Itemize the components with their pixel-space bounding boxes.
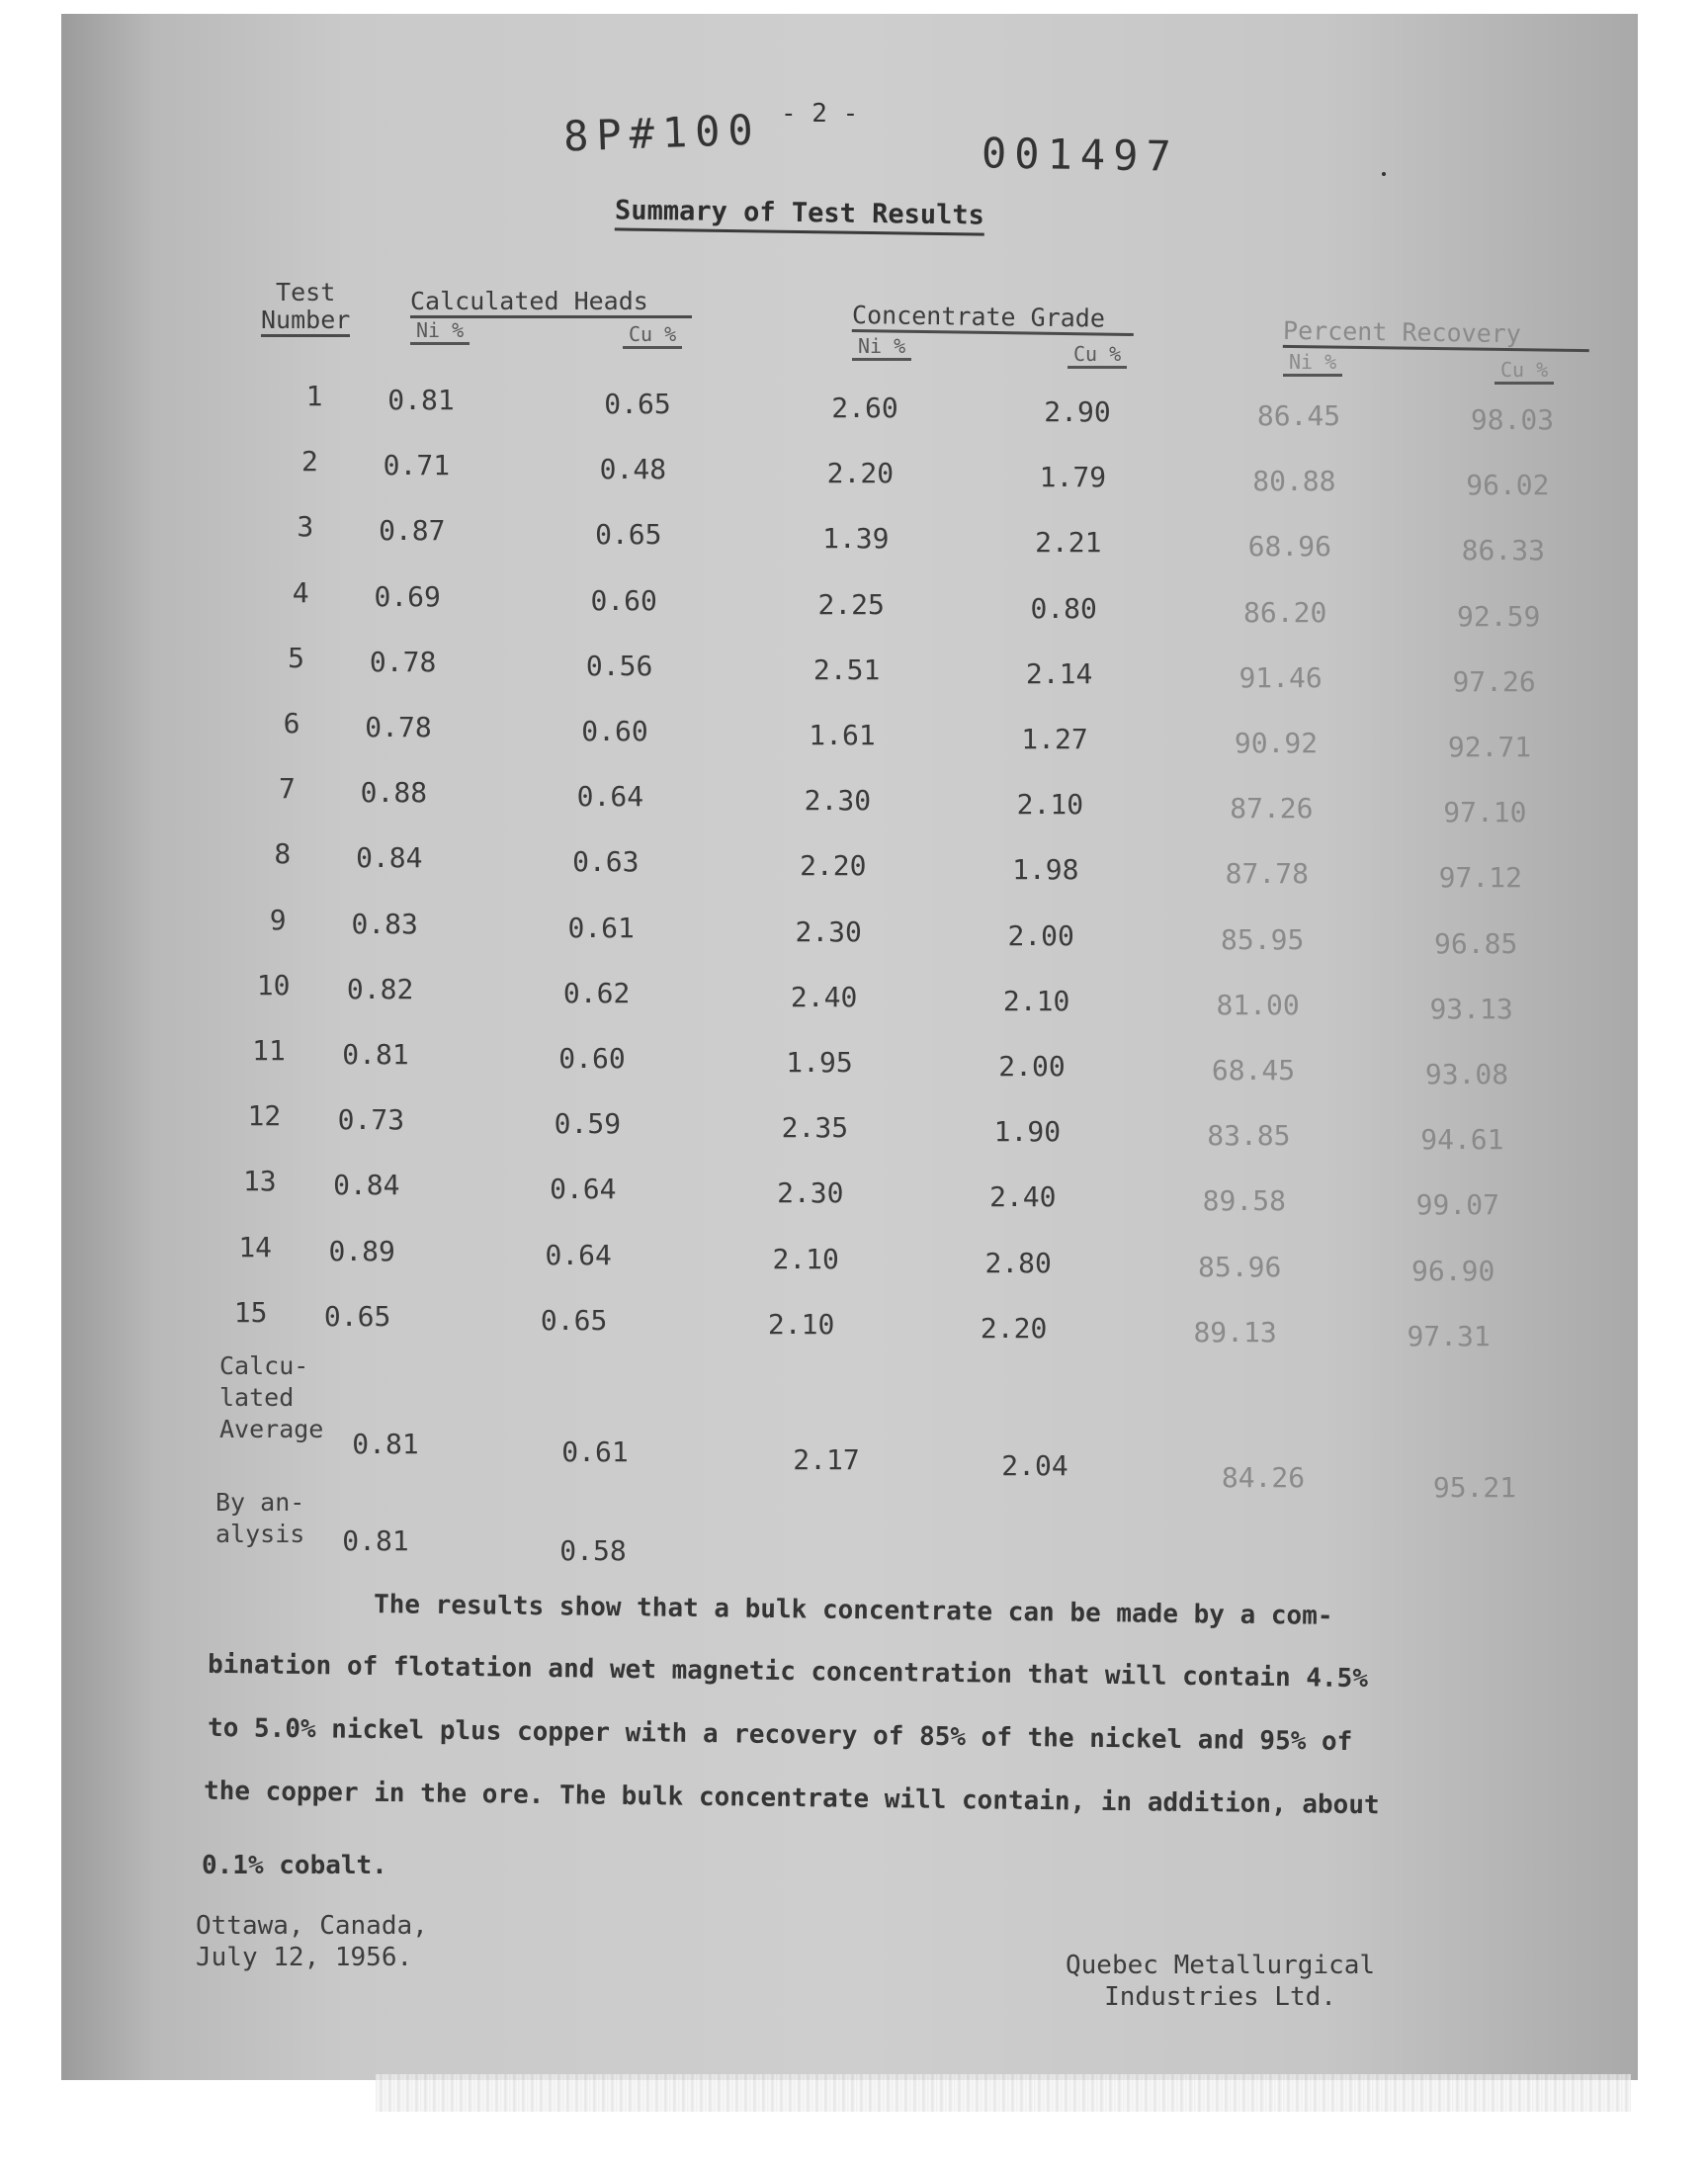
cell-heads-cu: 0.60: [558, 1042, 626, 1075]
avg-conc-cu: 2.04: [1001, 1449, 1068, 1482]
cell-heads-ni: 0.83: [351, 907, 418, 940]
cell-rec-cu: 96.02: [1466, 469, 1550, 502]
cell-rec-cu: 99.07: [1415, 1188, 1499, 1222]
cell-heads-cu: 0.60: [581, 715, 648, 747]
cell-heads-ni: 0.82: [346, 972, 414, 1005]
page-title: Summary of Test Results: [615, 195, 984, 235]
cell-test: 7: [278, 772, 296, 806]
paragraph-line-2: bination of flotation and wet magnetic concentration that will contain 4.5%: [207, 1649, 1369, 1695]
cell-test: 12: [247, 1099, 282, 1133]
cell-heads-cu: 0.48: [599, 453, 667, 486]
header-test-number: [261, 279, 350, 337]
analysis-heads-ni: 0.81: [342, 1524, 409, 1557]
cell-rec-cu: 93.13: [1429, 992, 1513, 1025]
avg-rec-ni: 84.26: [1221, 1461, 1306, 1494]
cell-rec-cu: 92.71: [1447, 731, 1532, 763]
cell-conc-cu: 2.00: [1007, 918, 1074, 952]
footer-place: Ottawa, Canada,: [196, 1911, 428, 1941]
header-percent-recovery: Percent Recovery: [1283, 316, 1589, 352]
cell-conc-ni: 2.25: [817, 587, 885, 621]
cell-heads-ni: 0.78: [365, 711, 432, 743]
subheader-heads-cu: Cu %: [623, 322, 682, 349]
stray-mark: [1382, 172, 1386, 176]
cell-rec-ni: 89.13: [1193, 1315, 1277, 1348]
cell-rec-cu: 98.03: [1470, 403, 1555, 436]
header-concentrate-grade: Concentrate Grade: [852, 301, 1134, 336]
handwritten-file-number: 8P#100: [562, 105, 762, 161]
cell-heads-ni: 0.84: [356, 841, 423, 875]
cell-heads-ni: 0.65: [323, 1299, 391, 1333]
cell-heads-cu: 0.61: [567, 911, 635, 944]
footer-company-line2: Industries Ltd.: [1104, 1982, 1336, 2012]
cell-conc-cu: 1.27: [1021, 723, 1088, 755]
cell-heads-ni: 0.73: [337, 1103, 405, 1137]
cell-heads-ni: 0.69: [374, 579, 441, 613]
footer-company-line1: Quebec Metallurgical: [1066, 1951, 1376, 1980]
cell-conc-ni: 2.35: [781, 1111, 849, 1145]
cell-test: 11: [252, 1034, 286, 1067]
cell-rec-ni: 86.45: [1256, 399, 1341, 432]
cell-conc-cu: 2.21: [1035, 526, 1102, 560]
cell-rec-cu: 92.59: [1457, 599, 1541, 633]
paragraph-line-3: to 5.0% nickel plus copper with a recovery of 85% of the nickel and 95% of: [207, 1712, 1353, 1758]
avg-conc-ni: 2.17: [793, 1443, 860, 1476]
cell-heads-ni: 0.78: [369, 645, 437, 678]
cell-heads-ni: 0.81: [387, 384, 455, 416]
calc-label-line2: lated: [219, 1383, 295, 1412]
cell-heads-cu: 0.65: [540, 1303, 608, 1337]
cell-test: 3: [297, 510, 314, 544]
footer-date: July 12, 1956.: [196, 1943, 413, 1972]
cell-rec-cu: 97.31: [1407, 1319, 1491, 1352]
cell-rec-ni: 86.20: [1243, 595, 1327, 629]
cell-rec-ni: 89.58: [1202, 1184, 1286, 1218]
cell-test: 5: [288, 641, 305, 674]
cell-heads-cu: 0.64: [576, 780, 644, 814]
cell-rec-cu: 97.10: [1443, 796, 1527, 829]
by-analysis-label: [215, 1487, 304, 1550]
cell-rec-cu: 93.08: [1424, 1058, 1509, 1090]
cell-conc-ni: 1.39: [822, 522, 890, 556]
cell-conc-ni: 2.30: [804, 784, 872, 818]
cell-rec-ni: 68.96: [1247, 530, 1331, 564]
scan-artifact: [376, 2074, 1631, 2112]
cell-conc-cu: 1.98: [1012, 853, 1079, 887]
cell-heads-ni: 0.87: [379, 514, 446, 548]
cell-heads-cu: 0.64: [550, 1173, 617, 1206]
paragraph-line-5: 0.1% cobalt.: [202, 1851, 387, 1880]
avg-heads-cu: 0.61: [561, 1436, 629, 1468]
cell-conc-cu: 2.90: [1044, 395, 1111, 428]
cell-conc-ni: 2.10: [767, 1307, 835, 1341]
cell-heads-cu: 0.60: [590, 583, 657, 617]
analysis-label-line2: alysis: [215, 1520, 305, 1548]
cell-rec-ni: 68.45: [1211, 1054, 1296, 1087]
cell-conc-ni: 1.61: [809, 719, 876, 751]
cell-test: 2: [300, 445, 318, 478]
cell-rec-ni: 85.96: [1198, 1250, 1282, 1283]
calculated-average-label: [219, 1350, 323, 1445]
cell-rec-ni: 91.46: [1238, 660, 1323, 694]
header-calculated-heads: Calculated Heads: [410, 287, 692, 318]
cell-rec-cu: 96.90: [1411, 1254, 1495, 1287]
cell-rec-ni: 81.00: [1216, 988, 1300, 1021]
subheader-rec-cu: Cu %: [1494, 358, 1554, 385]
cell-heads-ni: 0.71: [383, 449, 451, 482]
avg-heads-ni: 0.81: [352, 1428, 419, 1460]
cell-conc-cu: 2.00: [998, 1050, 1066, 1083]
cell-conc-cu: 2.10: [1016, 788, 1084, 822]
cell-conc-cu: 2.10: [1002, 984, 1070, 1017]
cell-test: 13: [242, 1165, 277, 1198]
cell-conc-ni: 2.60: [831, 392, 898, 424]
subheader-conc-cu: Cu %: [1068, 342, 1127, 369]
company-signature: [1066, 1950, 1375, 2013]
header-test-line2: Number: [261, 305, 351, 334]
page-number: - 2 -: [781, 99, 859, 129]
header-test-line1: Test: [276, 278, 336, 306]
subheader-conc-ni: Ni %: [852, 334, 911, 361]
cell-rec-ni: 90.92: [1234, 727, 1319, 759]
cell-heads-ni: 0.81: [342, 1038, 409, 1071]
analysis-heads-cu: 0.58: [559, 1534, 627, 1567]
cell-test: 6: [283, 707, 300, 740]
cell-conc-cu: 2.80: [984, 1246, 1052, 1279]
cell-heads-ni: 0.88: [360, 776, 428, 810]
cell-rec-ni: 80.88: [1252, 465, 1336, 498]
cell-conc-cu: 2.20: [980, 1311, 1048, 1345]
cell-heads-cu: 0.63: [572, 845, 640, 879]
cell-conc-cu: 1.90: [993, 1115, 1062, 1149]
cell-conc-ni: 2.51: [812, 652, 881, 686]
cell-heads-ni: 0.84: [333, 1169, 400, 1202]
cell-rec-cu: 97.12: [1438, 861, 1522, 895]
cell-conc-ni: 1.95: [786, 1046, 853, 1079]
paragraph-line-1: The results show that a bulk concentrate can be made by a com-: [373, 1590, 1333, 1631]
cell-conc-ni: 2.30: [795, 914, 862, 948]
cell-test: 9: [269, 903, 287, 936]
cell-rec-ni: 87.26: [1230, 792, 1314, 826]
cell-conc-cu: 2.40: [989, 1180, 1057, 1214]
cell-rec-cu: 97.26: [1452, 664, 1536, 698]
cell-test: 8: [274, 837, 292, 871]
cell-conc-ni: 2.30: [777, 1176, 844, 1210]
cell-conc-ni: 2.20: [826, 457, 895, 490]
cell-heads-cu: 0.59: [554, 1107, 622, 1141]
paragraph-line-4: the copper in the ore. The bulk concentrate will contain, in addition, about: [203, 1776, 1380, 1821]
cell-test: 10: [256, 968, 291, 1001]
cell-test: 14: [238, 1230, 273, 1263]
cell-rec-ni: 87.78: [1225, 857, 1309, 891]
cell-test: 15: [233, 1295, 268, 1329]
cell-conc-cu: 0.80: [1030, 591, 1097, 625]
cell-rec-cu: 86.33: [1461, 534, 1545, 567]
calc-label-line1: Calcu-: [219, 1351, 309, 1380]
cell-conc-ni: 2.40: [790, 980, 858, 1013]
signature-place-date: [196, 1910, 428, 1973]
cell-heads-cu: 0.62: [562, 976, 631, 1009]
cell-rec-cu: 94.61: [1420, 1123, 1504, 1157]
cell-conc-ni: 2.20: [800, 849, 867, 883]
handwritten-document-number: 001497: [981, 129, 1180, 181]
cell-rec-ni: 85.95: [1221, 922, 1305, 956]
cell-rec-ni: 83.85: [1207, 1119, 1291, 1153]
cell-heads-cu: 0.65: [595, 518, 662, 552]
cell-heads-cu: 0.65: [604, 388, 671, 420]
cell-heads-cu: 0.56: [585, 649, 653, 682]
subheader-rec-ni: Ni %: [1283, 350, 1342, 377]
cell-heads-ni: 0.89: [328, 1234, 395, 1267]
cell-test: 4: [292, 575, 309, 609]
cell-conc-ni: 2.10: [772, 1242, 839, 1275]
cell-heads-cu: 0.64: [545, 1238, 612, 1271]
calc-label-line3: Average: [219, 1415, 324, 1443]
analysis-label-line1: By an-: [215, 1488, 305, 1517]
cell-test: 1: [305, 380, 323, 412]
cell-rec-cu: 96.85: [1434, 926, 1518, 960]
avg-rec-cu: 95.21: [1432, 1471, 1517, 1504]
cell-conc-cu: 1.79: [1039, 461, 1107, 494]
subheader-heads-ni: Ni %: [410, 318, 470, 345]
cell-conc-cu: 2.14: [1025, 656, 1093, 690]
